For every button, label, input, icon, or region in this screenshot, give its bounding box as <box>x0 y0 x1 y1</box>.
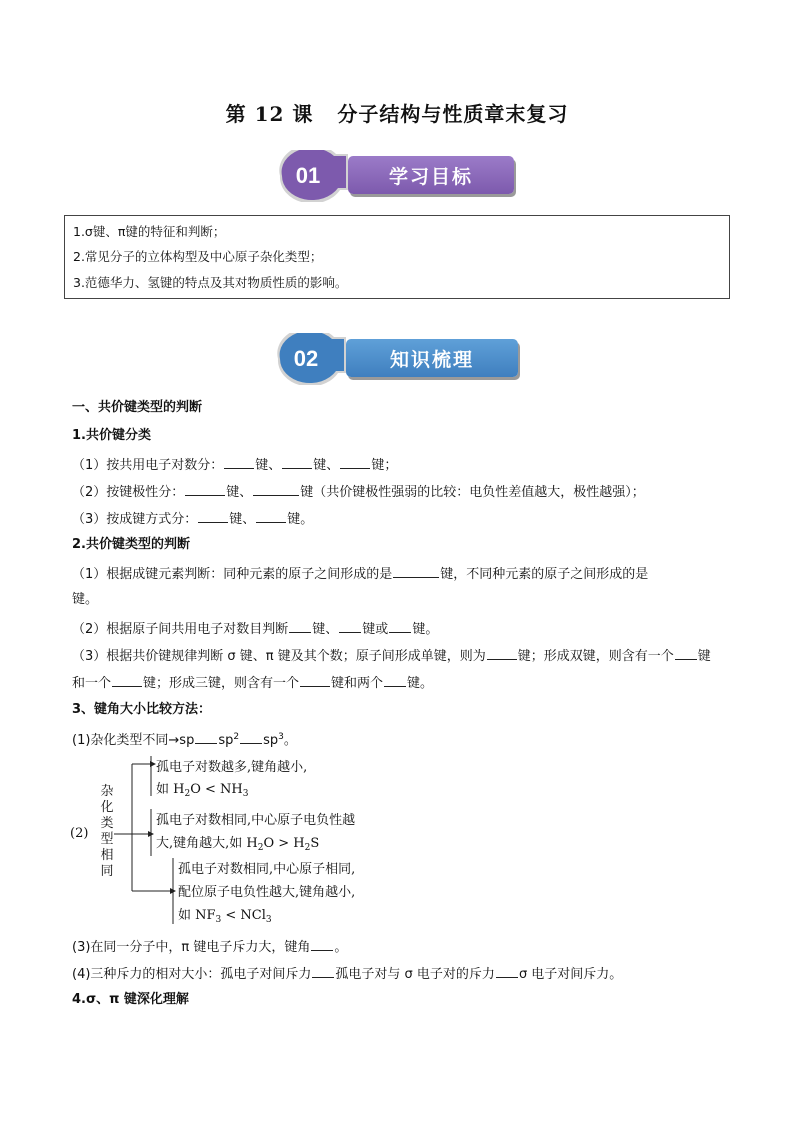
heading-1: 一、共价键类型的判断 <box>72 400 203 415</box>
section-header-knowledge <box>274 333 522 385</box>
goal-item: 3.范德华力、氢键的特点及其对物质性质的影响。 <box>73 275 348 290</box>
page-title: 第 12 课 分子结构与性质章末复习 <box>225 102 569 126</box>
text-line: 键。 <box>72 592 99 607</box>
text-line: （2）按键极性分： 键、 键（共价键极性强弱的比较：电负性差值越大，极性越强）； <box>72 482 645 502</box>
text-line: （2）根据原子间共用电子对数目判断 键、 键或 键。 <box>72 619 438 639</box>
subheading: 1.共价键分类 <box>72 428 151 443</box>
text-line: （3）按成键方式分： 键、 键。 <box>72 509 313 529</box>
goal-item: 2.常见分子的立体构型及中心原子杂化类型； <box>73 249 323 264</box>
section-number-badge <box>276 150 348 202</box>
text-line: (3)在同一分子中，π 键电子斥力大，键角 。 <box>72 937 347 957</box>
branch-3-line-2: 配位原子电负性越大,键角越小, <box>178 885 356 900</box>
branch-2-line-2: 大,键角越大,如 $H_2O > H_2S$ <box>156 836 320 853</box>
subheading: 2.共价键类型的判断 <box>72 537 190 552</box>
subheading: 3、键角大小比较方法： <box>72 702 212 717</box>
branch-3-line-3: 如 $NF_3 < NCl_3$ <box>178 908 272 925</box>
section-title-bar: 知识梳理 <box>346 339 518 377</box>
subheading: 4.σ、π 键深化理解 <box>72 992 189 1007</box>
text-line: （1）根据成键元素判断：同种元素的原子之间形成的是 键，不同种元素的原子之间形成的是 <box>72 564 648 584</box>
text-line: 和一个 键；形成三键，则含有一个 键和两个 键。 <box>72 673 433 693</box>
branch-3-line-1: 孤电子对数相同,中心原子相同, <box>178 862 356 877</box>
section-number-text: 02 <box>293 346 319 371</box>
section-header-goals <box>276 150 516 202</box>
branch-1-line-2: 如 $H_2O < NH_3$ <box>156 782 249 799</box>
learning-goals-box <box>64 215 730 299</box>
bond-angle-diagram <box>70 754 410 929</box>
section-number-text: 01 <box>295 163 321 188</box>
goal-item: 1.σ键、π键的特征和判断； <box>73 224 226 239</box>
text-line: （3）根据共价键规律判断 σ 键、π 键及其个数；原子间形成单键，则为 键；形成双键，则含有一个 键 <box>72 646 711 666</box>
branch-2-line-1: 孤电子对数相同,中心原子电负性越 <box>156 813 356 828</box>
text-line: (1)杂化类型不同→sp $sp^2$ $sp^3$。 <box>72 732 297 748</box>
text-line: （1）按共用电子对数分： 键、 键、 键； <box>72 455 397 475</box>
diagram-vertical-label: 杂化类型相同 <box>100 784 114 879</box>
diagram-label: (2) <box>70 826 89 841</box>
section-title-bar: 学习目标 <box>348 156 514 194</box>
branch-1-line-1: 孤电子对数越多,键角越小, <box>156 760 308 775</box>
section-number-badge <box>274 333 346 385</box>
text-line: (4)三种斥力的相对大小：孤电子对间斥力 孤电子对与 σ 电子对的斥力 σ 电子对间斥力。 <box>72 964 622 984</box>
